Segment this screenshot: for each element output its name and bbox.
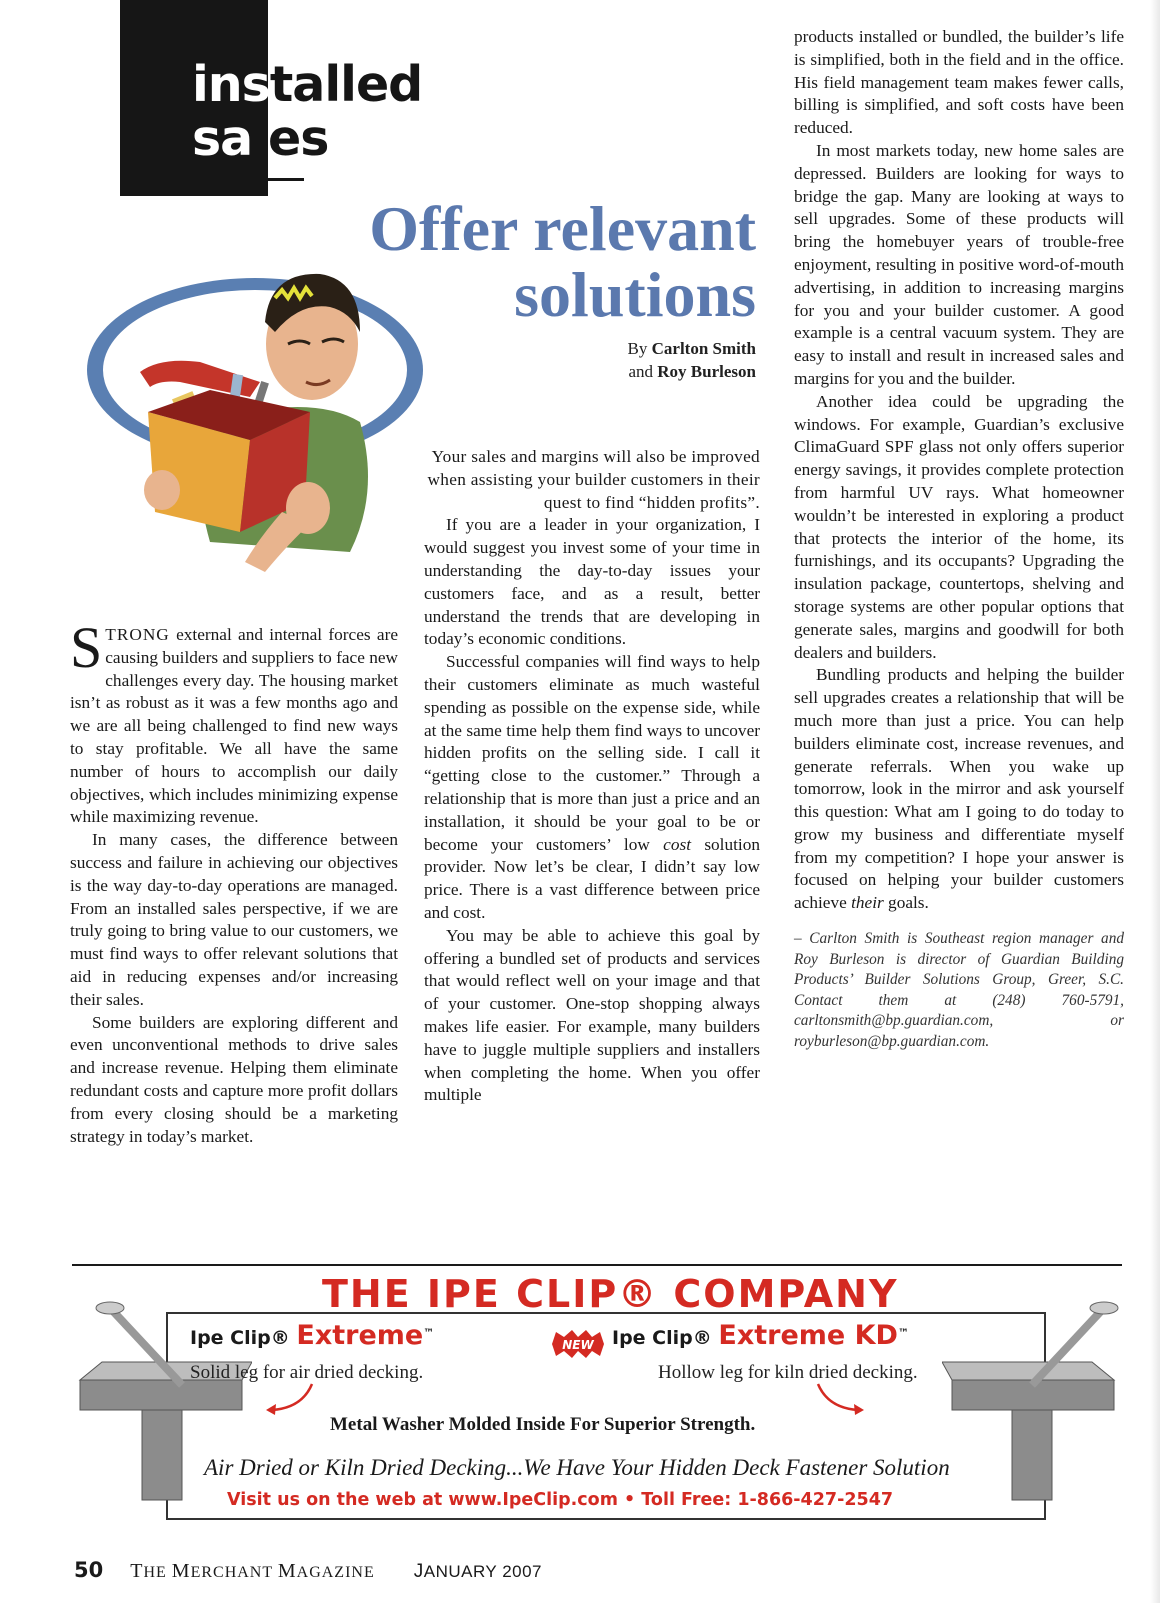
- drop-cap: S: [70, 615, 103, 680]
- new-badge-icon: [548, 1328, 608, 1360]
- column3-paragraph-2: In most markets today, new home sales are depressed. Builders are looking for ways to bridge the gap. Many are looking at ways to sell upgrades. Some of these products will bring the homebuyer years of trouble-free enjoyment, resulting in positive word-of-mouth advertising, in addition to increasing margins for you and your builder customer. A good example is a central vacuum system. They are easy to install and result in increased sales and margins for you and the builder.: [794, 140, 1124, 388]
- author-bio: – Carlton Smith is Southeast region manager and Roy Burleson is director of Guardian Building Products’ Builder Solutions Group, Greer, S.C. Contact them at (248) 760-5791, carltonsmith@bp.guardian.com, or royburleson@bp.guardian.com.: [794, 930, 1124, 1050]
- ad-washer-text: Metal Washer Molded Inside For Superior Strength.: [330, 1414, 756, 1435]
- page-number: 50: [74, 1558, 104, 1582]
- arrow-left-icon: [262, 1380, 322, 1420]
- ad-company-title: THE IPE CLIP® COMPANY: [322, 1272, 899, 1316]
- column1-paragraph-3: Some builders are exploring different and even unconventional methods to drive sales and increase revenue. Helping them eliminate redundant costs and capture more profit dollars from every closing should be a marketing strategy in today’s market.: [70, 1012, 398, 1146]
- column3-paragraph-1: products installed or bundled, the builder’s life is simplified, both in the field and in the office. His field management team makes fewer calls, billing is simplified, and soft costs have been reduced.: [794, 27, 1124, 138]
- author-2: Roy Burleson: [657, 362, 756, 381]
- ipe-clip-advertisement: [72, 1272, 1122, 1534]
- page-footer: [74, 1558, 542, 1583]
- ad-website-phone: Visit us on the web at www.IpeClip.com • Toll Free: 1-866-427-2547: [227, 1490, 894, 1510]
- article-column-1: [70, 615, 399, 1148]
- arrow-right-icon: [808, 1380, 868, 1420]
- section-word-installed: installed: [192, 56, 423, 113]
- issue-date: JANUARY 2007: [413, 1561, 543, 1582]
- article-column-2: [424, 446, 760, 1107]
- section-word-sales: sales: [192, 110, 329, 167]
- section-underline: [178, 178, 304, 181]
- headline-line-2: solutions: [514, 259, 756, 330]
- column1-paragraph-2: In many cases, the difference between success and failure in achieving our objectives is the way day-to-day operations are managed. From an installed sales perspective, if we are truly going to bring value to our customers, we must find ways to offer relevant solutions that aid in reducing expenses and/or increasing their sales.: [70, 830, 398, 1009]
- page-edge-shadow: [1150, 0, 1160, 1603]
- article-column-3: [794, 26, 1124, 1052]
- new-badge-label: NEW: [562, 1338, 594, 1352]
- column2-paragraph-2: If you are a leader in your organization, I would suggest you invest some of your time in understanding the day-to-day issues your customers face, and as a result, better understand the trends that are developing in today’s economic conditions.: [424, 515, 760, 649]
- column3-paragraph-3: Another idea could be upgrading the windows. For example, Guardian’s exclusive ClimaGuard SPF glass not only offers superior energy savings, it provides complete protection from harmful UV rays. What homeowner wouldn’t be interested in exploring a product that protects the interior of the home, its furnishings, and its occupants? Upgrading the insulation package, countertops, shelving and storage systems are other popular options that generate sales, margins and goodwill for both dealers and builders.: [794, 391, 1124, 662]
- advertisement-divider: [72, 1264, 1122, 1266]
- author-1: Carlton Smith: [651, 339, 756, 358]
- column2-paragraph-3: Successful companies will find ways to help their customers eliminate as much wasteful spending as possible on the expense side, while at the same time help them find ways to uncover hidden profits on the selling side. I call it “getting close to the customer.” Through a relationship that is more than just a price and an installation, it should be your goal to be or become your customers’ low cost solution provider. Now let’s be clear, I didn’t say low price. There is a vast difference between price and cost.: [424, 652, 761, 922]
- section-header-text: [192, 58, 422, 166]
- article-byline: By Carlton Smith and Roy Burleson: [627, 339, 756, 381]
- column1-paragraph-1: STRONG external and internal forces are causing builders and suppliers to face new challenges every day. The housing market isn’t as robust as it was a few months ago and we are all being challenged to find new ways to stay profitable. We all have the same number of hours to accomplish our daily objectives, which includes minimizing expense while maximizing revenue.: [70, 615, 399, 827]
- magazine-name: THE MERCHANT MAGAZINE: [130, 1560, 375, 1582]
- ad-product-left-desc: Solid leg for air dried decking.: [190, 1362, 424, 1383]
- ad-product-left: Ipe Clip® Extreme™: [190, 1320, 435, 1351]
- ad-product-right-desc: Hollow leg for kiln dried decking.: [658, 1362, 918, 1383]
- right-fastener-illustration: [942, 1290, 1122, 1534]
- headline-line-1: Offer relevant: [369, 193, 756, 264]
- column2-paragraph-4: You may be able to achieve this goal by offering a bundled set of products and services that would reflect well on your image and that of your customer. One-stop shopping always makes life easier. For example, many builders have to juggle multiple suppliers and installers when completing the home. When you offer multiple: [424, 925, 760, 1105]
- ad-tagline: Air Dried or Kiln Dried Decking...We Have Your Hidden Deck Fastener Solution: [204, 1455, 950, 1480]
- column2-paragraph-1: Your sales and margins will also be improved when assisting your builder customers in their quest to find “hidden profits”.: [427, 447, 760, 512]
- ad-product-right: Ipe Clip® Extreme KD™: [612, 1320, 909, 1351]
- toolbox-man-illustration: [60, 262, 430, 592]
- column3-paragraph-4: Bundling products and helping the builder sell upgrades creates a relationship that will be much more than just a price. You can help builders eliminate cost, increase revenues, and generate referrals. When you wake up tomorrow, look in the mirror and ask yourself this question: What am I going to do today to grow my business and differentiate myself from my competition? I hope your answer is focused on helping your builder customers achieve their goals.: [794, 665, 1124, 913]
